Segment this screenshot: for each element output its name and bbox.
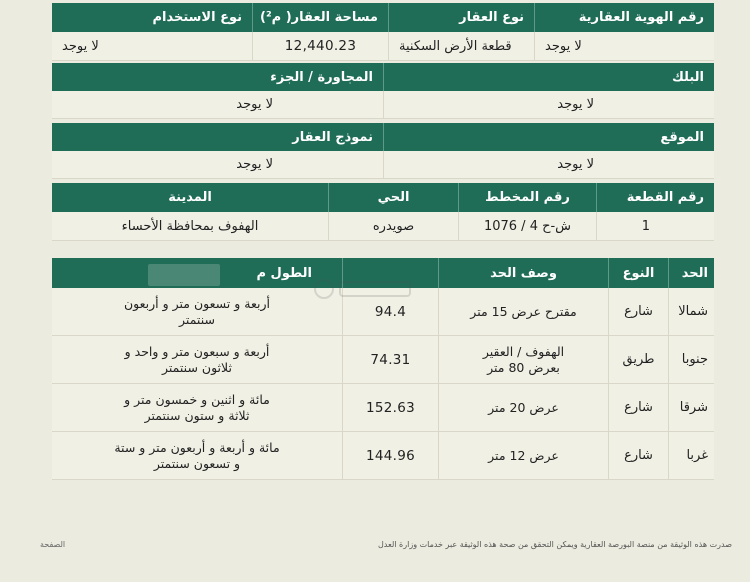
border-description: مقترح عرض 15 متر <box>438 288 608 336</box>
border-type: شارع <box>608 432 668 480</box>
header-plan-number: رقم المخطط <box>458 183 596 212</box>
table-row <box>52 384 714 432</box>
border-type: شارع <box>608 384 668 432</box>
border-side: شمالا <box>668 288 714 336</box>
border-length-words: مائة و أربعة و أربعون متر و ستة و تسعون سنتمتر <box>52 432 342 480</box>
footer-disclaimer: صدرت هذه الوثيقة من منصة البورصة العقارية ويمكن التحقق من صحة هذه الوثيقة عبر خدمات وزارة العدل <box>377 540 732 549</box>
value-city: الهفوف بمحافظة الأحساء <box>52 212 328 241</box>
border-type: طريق <box>608 336 668 384</box>
border-length: 152.63 <box>342 384 438 432</box>
property-table <box>52 3 714 61</box>
block-header-row <box>52 63 714 91</box>
value-block: لا يوجد <box>383 91 714 119</box>
parcel-value-row <box>52 212 714 241</box>
border-type: شارع <box>608 288 668 336</box>
block-value-row <box>52 91 714 119</box>
table-row <box>52 336 714 384</box>
value-property-model: لا يوجد <box>52 151 383 179</box>
location-table <box>52 123 714 179</box>
parcel-header-row <box>52 183 714 212</box>
header-border-description: وصف الحد <box>438 258 608 288</box>
header-neighborhood-part: المجاورة / الجزء <box>270 69 373 85</box>
header-property-type: نوع العقار <box>388 3 534 32</box>
border-length: 94.4 <box>342 288 438 336</box>
value-neighborhood-part: لا يوجد <box>52 91 383 119</box>
location-value-row <box>52 151 714 179</box>
value-property-id: لا يوجد <box>534 32 714 61</box>
block-table <box>52 63 714 119</box>
watermark-logo-icon <box>310 272 420 306</box>
value-plan-number: ش-ح 4 / 1076 <box>458 212 596 241</box>
value-usage-type: لا يوجد <box>52 32 252 61</box>
header-border-side: الحد <box>668 258 714 288</box>
border-length-words: مائة و اثنين و خمسون متر و ثلاثة و ستون سنتمتر <box>52 384 342 432</box>
value-property-type: قطعة الأرض السكنية <box>388 32 534 61</box>
header-border-type: النوع <box>608 258 668 288</box>
header-property-model: نموذج العقار <box>292 129 373 145</box>
header-location: الموقع <box>383 123 714 151</box>
page-label: الصفحة <box>40 540 66 549</box>
border-description: عرض 20 متر <box>438 384 608 432</box>
border-length: 74.31 <box>342 336 438 384</box>
header-border-length: الطول م <box>256 265 312 281</box>
border-length-words: أربعة و سبعون متر و واحد و ثلاثون سنتمتر <box>52 336 342 384</box>
location-header-row <box>52 123 714 151</box>
redacted-area <box>148 264 220 286</box>
header-property-id: رقم الهوية العقارية <box>534 3 714 32</box>
border-description: الهفوف / العقير بعرض 80 متر <box>438 336 608 384</box>
header-block: البلك <box>383 63 714 91</box>
border-length-words: أربعة و تسعون متر و أربعون سنتمتر <box>52 288 342 336</box>
header-parcel-number: رقم القطعة <box>596 183 714 212</box>
property-header-row <box>52 3 714 32</box>
border-side: غربا <box>668 432 714 480</box>
border-length: 144.96 <box>342 432 438 480</box>
header-usage-type: نوع الاستخدام <box>152 10 242 25</box>
value-district: صويدره <box>328 212 458 241</box>
value-location: لا يوجد <box>383 151 714 179</box>
header-city: المدينة <box>168 190 212 205</box>
border-description: عرض 12 متر <box>438 432 608 480</box>
parcel-table <box>52 183 714 241</box>
value-parcel-number: 1 <box>596 212 714 241</box>
border-side: جنوبا <box>668 336 714 384</box>
border-side: شرقا <box>668 384 714 432</box>
table-row <box>52 432 714 480</box>
header-district: الحي <box>328 183 458 212</box>
header-property-area: مساحة العقار( م²) <box>252 3 388 32</box>
value-property-area: 12,440.23 <box>252 32 388 61</box>
property-value-row <box>52 32 714 61</box>
